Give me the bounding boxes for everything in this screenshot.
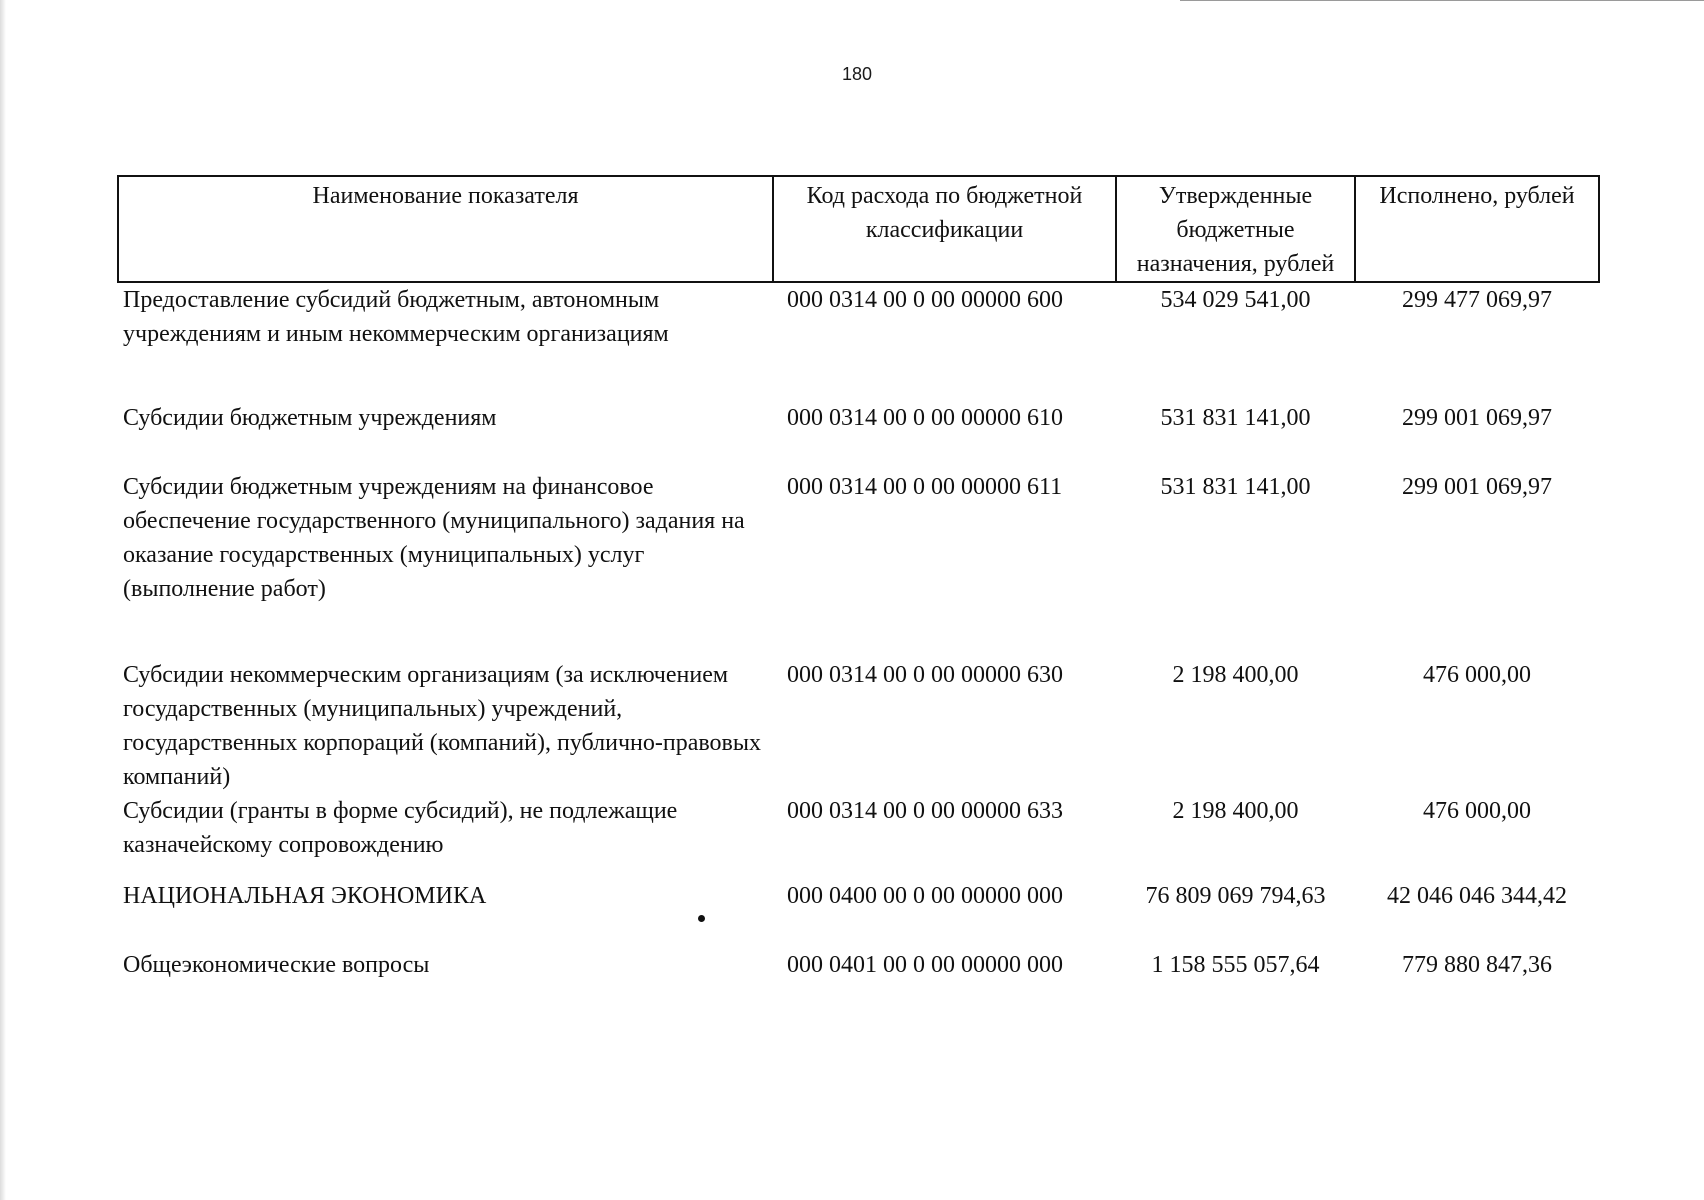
page-number: 180 (841, 64, 873, 84)
table-body (118, 282, 1599, 1008)
row-name: Субсидии бюджетным учреждениям (123, 405, 497, 431)
table-row (118, 948, 1599, 1008)
row-name: Субсидии бюджетным учреждениям на финансовое обеспечение государственного (муниципального) задания на оказание государственных (муниципальных) услуг (выполнение работ) (123, 474, 745, 602)
row-code: 000 0314 00 0 00 00000 610 (787, 405, 1063, 431)
row-code: 000 0314 00 0 00 00000 630 (787, 662, 1063, 688)
budget-execution-table (117, 175, 1600, 1008)
row-executed: 42 046 046 344,42 (1387, 883, 1567, 909)
row-code: 000 0401 00 0 00 00000 000 (787, 952, 1063, 978)
top-edge-rule (1180, 0, 1704, 1)
row-code: 000 0400 00 0 00 00000 000 (787, 883, 1063, 909)
row-approved: 531 831 141,00 (1160, 405, 1311, 431)
header-indicator-name: Наименование показателя (118, 176, 773, 282)
header-row (118, 176, 1599, 282)
row-name: НАЦИОНАЛЬНАЯ ЭКОНОМИКА (123, 883, 487, 909)
row-code: 000 0314 00 0 00 00000 600 (787, 287, 1063, 313)
row-name: Субсидии (гранты в форме субсидий), не подлежащие казначейскому сопровождению (123, 798, 678, 858)
row-executed: 299 001 069,97 (1402, 405, 1552, 431)
row-approved: 531 831 141,00 (1160, 474, 1311, 500)
row-approved: 2 198 400,00 (1172, 798, 1299, 824)
row-approved: 2 198 400,00 (1172, 662, 1299, 688)
row-approved: 1 158 555 057,64 (1151, 952, 1320, 978)
row-executed: 476 000,00 (1423, 798, 1531, 824)
scan-speck (698, 915, 705, 922)
row-name: Общеэкономические вопросы (123, 952, 430, 978)
row-code: 000 0314 00 0 00 00000 633 (787, 798, 1063, 824)
table-row (118, 470, 1599, 658)
header-expense-code: Код расхода по бюджетной классификации (773, 176, 1116, 282)
header-approved-amount: Утвержденные бюджетные назначения, рублей (1116, 176, 1355, 282)
row-executed: 476 000,00 (1423, 662, 1531, 688)
table-header (118, 176, 1599, 282)
scan-edge-shadow (0, 0, 6, 1200)
table-row (118, 658, 1599, 794)
header-executed-amount: Исполнено, рублей (1355, 176, 1599, 282)
row-code: 000 0314 00 0 00 00000 611 (787, 474, 1063, 500)
table-row (118, 879, 1599, 948)
row-executed: 299 477 069,97 (1402, 287, 1552, 313)
row-executed: 779 880 847,36 (1402, 952, 1552, 978)
row-approved: 534 029 541,00 (1160, 287, 1311, 313)
table-row (118, 282, 1599, 401)
row-name: Субсидии некоммерческим организациям (за исключением государственных (муниципальных) учреждений, государственных корпораций (компаний), публично-правовых компаний) (123, 662, 761, 790)
table-row (118, 794, 1599, 879)
row-executed: 299 001 069,97 (1402, 474, 1552, 500)
row-approved: 76 809 069 794,63 (1145, 883, 1326, 909)
row-name: Предоставление субсидий бюджетным, автономным учреждениям и иным некоммерческим организациям (123, 287, 669, 347)
table-row (118, 401, 1599, 470)
